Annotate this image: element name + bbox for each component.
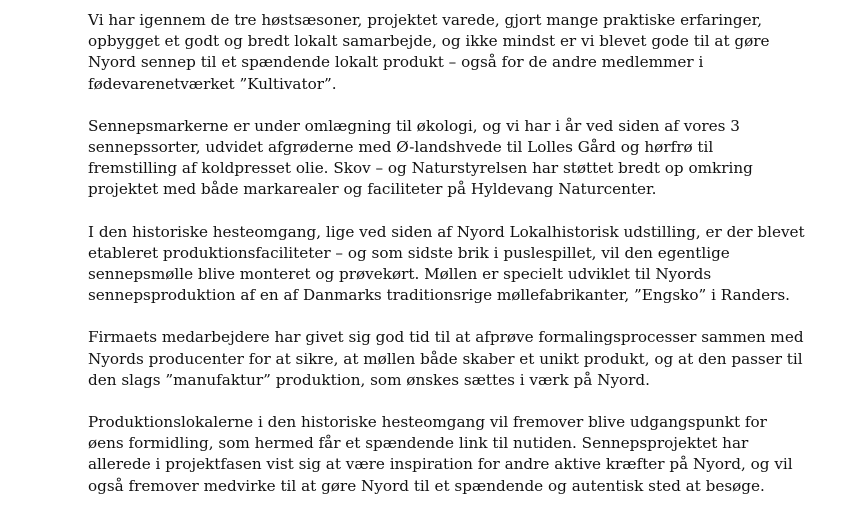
document-body [88, 10, 805, 518]
text-line: Sennepsmarkerne er under omlægning til økologi, og vi har i år ved siden af vores 3 [88, 116, 740, 135]
paragraph-project-experience [88, 10, 788, 95]
text-line: allerede i projektfasen vist sig at være inspiration for andre aktive kræfter på Nyord, og vil [88, 455, 793, 474]
text-line: øens formidling, som hermed får et spændende link til nutiden. Sennepsprojektet har [88, 434, 749, 453]
text-line: Nyords producenter for at sikre, at møllen både skaber et unikt produkt, og at den passer til [88, 349, 803, 368]
text-line: sennepssorter, udvidet afgrøderne med Ø-landshvede til Lolles Gård og hørfrø til [88, 138, 714, 157]
text-line: projektet med både markarealer og faciliteter på Hyldevang Naturcenter. [88, 180, 657, 199]
text-line: Vi har igennem de tre høstsæsoner, projektet varede, gjort mange praktiske erfaringer, [88, 11, 763, 29]
text-line: sennepsproduktion af en af Danmarks traditionsrige møllefabrikanter, ”Engsko” i Randers. [88, 286, 791, 305]
paragraph-mustard-mill [88, 222, 805, 307]
paragraph-production-premises [88, 412, 793, 497]
text-line: opbygget et godt og bredt lokalt samarbejde, og ikke mindst er vi blevet gode til at gøre [88, 32, 770, 51]
paragraph-organic-fields [88, 116, 788, 201]
text-line: Nyord sennep til et spændende lokalt produkt – også for de andre medlemmer i [88, 53, 704, 72]
text-line: Firmaets medarbejdere har givet sig god tid til at afprøve formalingsprocesser sammen med [88, 328, 804, 347]
text-line: etableret produktionsfaciliteter – og som sidste brik i puslespillet, vil den egentlige [88, 243, 730, 262]
paragraph-milling-process [88, 327, 804, 391]
text-line: I den historiske hesteomgang, lige ved siden af Nyord Lokalhistorisk udstilling, er der blevet [88, 222, 805, 241]
text-line: sennepsmølle blive monteret og prøvekørt. Møllen er specielt udviklet til Nyords [88, 265, 712, 284]
text-line: fødevarenetværket ”Kultivator”. [88, 74, 337, 93]
text-line: den slags ”manufaktur” produktion, som ønskes sættes i værk på Nyord. [88, 370, 650, 389]
text-line: også fremover medvirke til at gøre Nyord til et spændende og autentisk sted at besøge. [88, 476, 765, 495]
text-line: Produktionslokalerne i den historiske hesteomgang vil fremover blive udgangspunkt for [88, 413, 767, 432]
text-line: fremstilling af koldpresset olie. Skov – og Naturstyrelsen har støttet bredt op omkring [88, 159, 753, 178]
